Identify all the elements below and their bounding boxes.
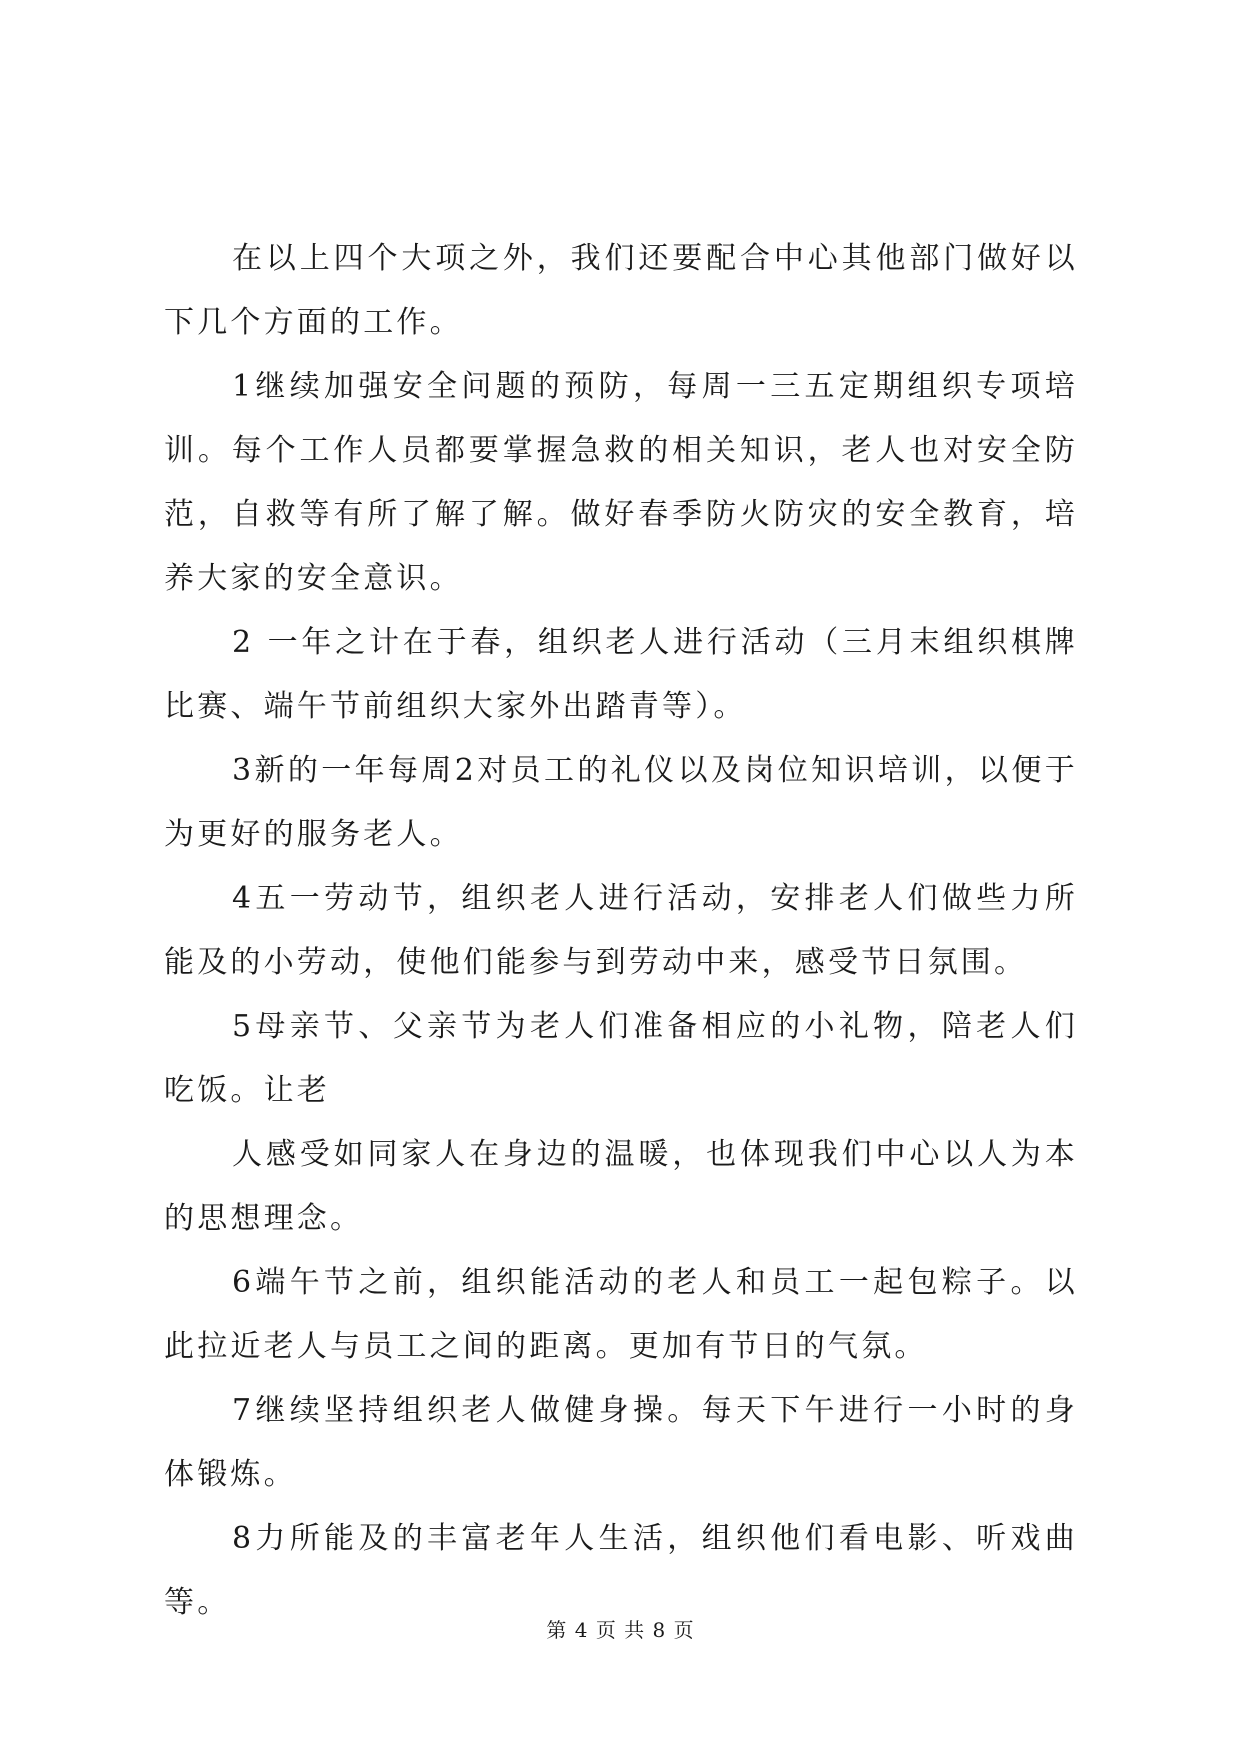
page-number-footer: 第 4 页 共 8 页 [546,1618,695,1642]
paragraph-item-1: 1继续加强安全问题的预防，每周一三五定期组织专项培训。每个工作人员都要掌握急救的相关知识，老人也对安全防范，自救等有所了解了解。做好春季防火防灾的安全教育，培养大家的安全意识。 [164,369,1078,596]
paragraph-item-7: 7继续坚持组织老人做健身操。每天下午进行一小时的身体锻炼。 [164,1393,1078,1492]
paragraph-item-5-continued: 人感受如同家人在身边的温暖，也体现我们中心以人为本的思想理念。 [164,1137,1078,1236]
paragraph-intro: 在以上四个大项之外，我们还要配合中心其他部门做好以下几个方面的工作。 [164,241,1078,340]
paragraph-item-6: 6端午节之前，组织能活动的老人和员工一起包粽子。以此拉近老人与员工之间的距离。更加有节日的气氛。 [164,1265,1078,1364]
paragraph-item-3: 3新的一年每周2对员工的礼仪以及岗位知识培训，以便于为更好的服务老人。 [164,753,1078,852]
paragraph-item-8: 8力所能及的丰富老年人生活，组织他们看电影、听戏曲等。 [164,1521,1078,1620]
paragraph-item-4: 4五一劳动节，组织老人进行活动，安排老人们做些力所能及的小劳动，使他们能参与到劳动中来，感受节日氛围。 [164,881,1078,980]
paragraph-item-5: 5母亲节、父亲节为老人们准备相应的小礼物，陪老人们吃饭。让老 [164,1009,1078,1108]
document-body [164,227,1078,1635]
paragraph-item-2: 2 一年之计在于春，组织老人进行活动（三月末组织棋牌比赛、端午节前组织大家外出踏青等）。 [164,625,1078,724]
